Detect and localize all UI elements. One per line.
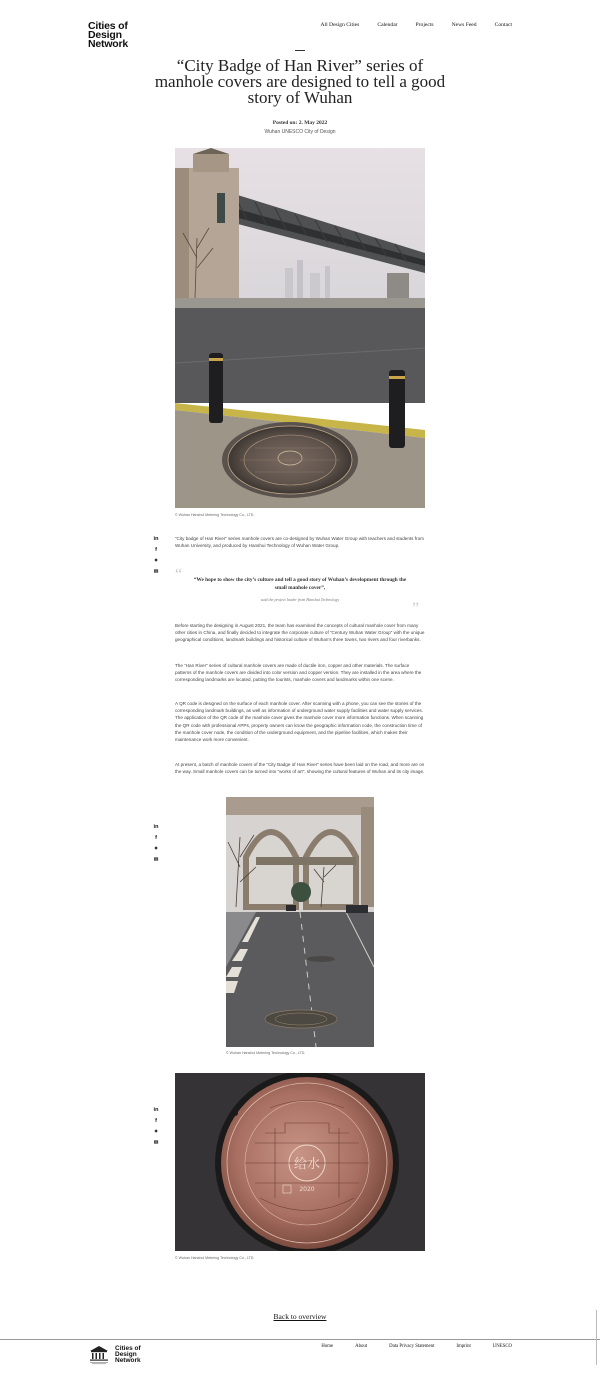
linkedin-icon[interactable]: in [153,1107,159,1113]
twitter-icon[interactable]: ✦ [153,558,159,564]
logo-line: Network [115,1357,141,1364]
footer-divider [0,1339,600,1340]
body-paragraph: A QR code is designed on the surface of each manhole cover. After scanning with a phone, you can see the stories of the corresponding landmark buildings, as well as information of underground water supply facilities and water supply services. The application of the QR code of the manhole cover gives the manhole cover more information functions. When scanning the QR code with professional APPs, property owners can know the geographic information code, the construction time of the manhole cover node, the condition of the underground equipment, and the pipeline facilities, which makes their maintenance work more convenient. [175,701,424,743]
facebook-icon[interactable]: f [155,1118,157,1124]
back-to-overview-link[interactable]: Back to overview [273,1312,327,1321]
cover-center-text: 给水 [293,1157,321,1172]
image-caption: © Wuhan Hanshui Metering Technology Co., LTD. [175,513,255,517]
posted-date: Posted on: 2. May 2022 [272,120,328,126]
quote-close-mark: ” [412,600,420,617]
manhole-cover-drawing [175,1073,425,1251]
main-nav [302,22,512,28]
body-paragraph: At present, a batch of manhole covers of the “City Badge of Han River” series have been laid on the road, and more are on the way. Small manhole covers can be turned into “works of art”, showing the cultural features of Wuhan and its city image. [175,762,425,775]
pull-quote: “We hope to show the city’s culture and tell a good story of Wuhan’s development through the small manhole cover”, [193,577,407,591]
site-logo[interactable] [88,22,128,49]
linkedin-icon[interactable]: in [153,824,159,830]
footer-nav-home[interactable]: Home [321,1344,334,1349]
email-icon[interactable]: ✉ [153,1140,159,1146]
footer-nav-imprint[interactable]: Imprint [456,1344,471,1349]
logo-line: Design [115,1351,137,1358]
footer-logo-text [115,1346,141,1364]
quote-open-mark: “ [175,566,183,583]
nav-news-feed[interactable]: News Feed [451,22,477,28]
body-paragraph: Before starting the designing in August 2021, the team has examined the concepts of cultural manhole cover from many other cities in China, and finally decided to integrate the corporate culture of “Century Wuhan Water Group” with the unique geographical conditions, landmark buildings and historical culture of Wuhan’s three towns, two rivers and four riverbanks. [175,623,425,643]
bridge-photo [175,148,425,508]
email-icon[interactable]: ✉ [153,857,159,863]
quote-source: said the project leader from Hanshui Technology [260,597,340,602]
manhole-cover-photo [175,1073,425,1251]
unesco-temple-icon [88,1345,110,1365]
logo-line: Network [88,38,129,50]
image-caption: © Wuhan Hanshui Metering Technology Co., LTD. [226,1051,306,1055]
logo-line: Cities of [88,20,128,32]
nav-projects[interactable]: Projects [415,22,434,28]
footer-nav-about[interactable]: About [355,1344,368,1349]
share-bar [152,1105,160,1149]
footer-logo[interactable] [88,1345,141,1365]
email-icon[interactable]: ✉ [153,569,159,575]
nav-all-design-cities[interactable]: All Design Cities [320,22,360,28]
cover-year-text: 2020 [299,1186,315,1193]
street-photo [226,797,374,1047]
logo-line: Cities of [115,1345,141,1352]
footer-nav-data-privacy[interactable]: Data Privacy Statement [389,1344,435,1349]
body-paragraph: The “Han River” series of cultural manhole covers are made of ductile iron, copper and other materials. The surface patterns of the manhole covers are divided into color version and copper version. They are installed in the area where the corresponding landmarks are located, putting the tourists, manhole covers and landmarks within one scene. [175,663,422,683]
share-bar [152,534,160,578]
image-caption: © Wuhan Hanshui Metering Technology Co., LTD. [175,1256,255,1260]
facebook-icon[interactable]: f [155,547,157,553]
footer-nav-unesco[interactable]: UNESCO [492,1344,512,1349]
twitter-icon[interactable]: ✦ [153,1129,159,1135]
nav-calendar[interactable]: Calendar [377,22,398,28]
intro-paragraph: “City badge of Han River” series manhole covers are co-designed by Wuhan Water Group with teachers and students from Wuhan University, and produced by Hanshui Technology of Wuhan Water Group. [175,536,424,549]
site-header [0,0,600,60]
street-photo-drawing [226,797,374,1047]
scrollbar-track[interactable] [596,1310,597,1365]
footer-nav [299,1344,512,1349]
title-divider [295,50,305,51]
nav-contact[interactable]: Contact [494,22,512,28]
bridge-photo-drawing [175,148,425,508]
twitter-icon[interactable]: ✦ [153,846,159,852]
posted-by: Wuhan UNESCO City of Design [264,129,336,135]
linkedin-icon[interactable]: in [153,536,159,542]
share-bar [152,822,160,866]
facebook-icon[interactable]: f [155,835,157,841]
logo-line: Design [88,29,122,41]
page-title: “City Badge of Han River” series of manhole covers are designed to tell a good story of Wuhan [154,56,446,107]
